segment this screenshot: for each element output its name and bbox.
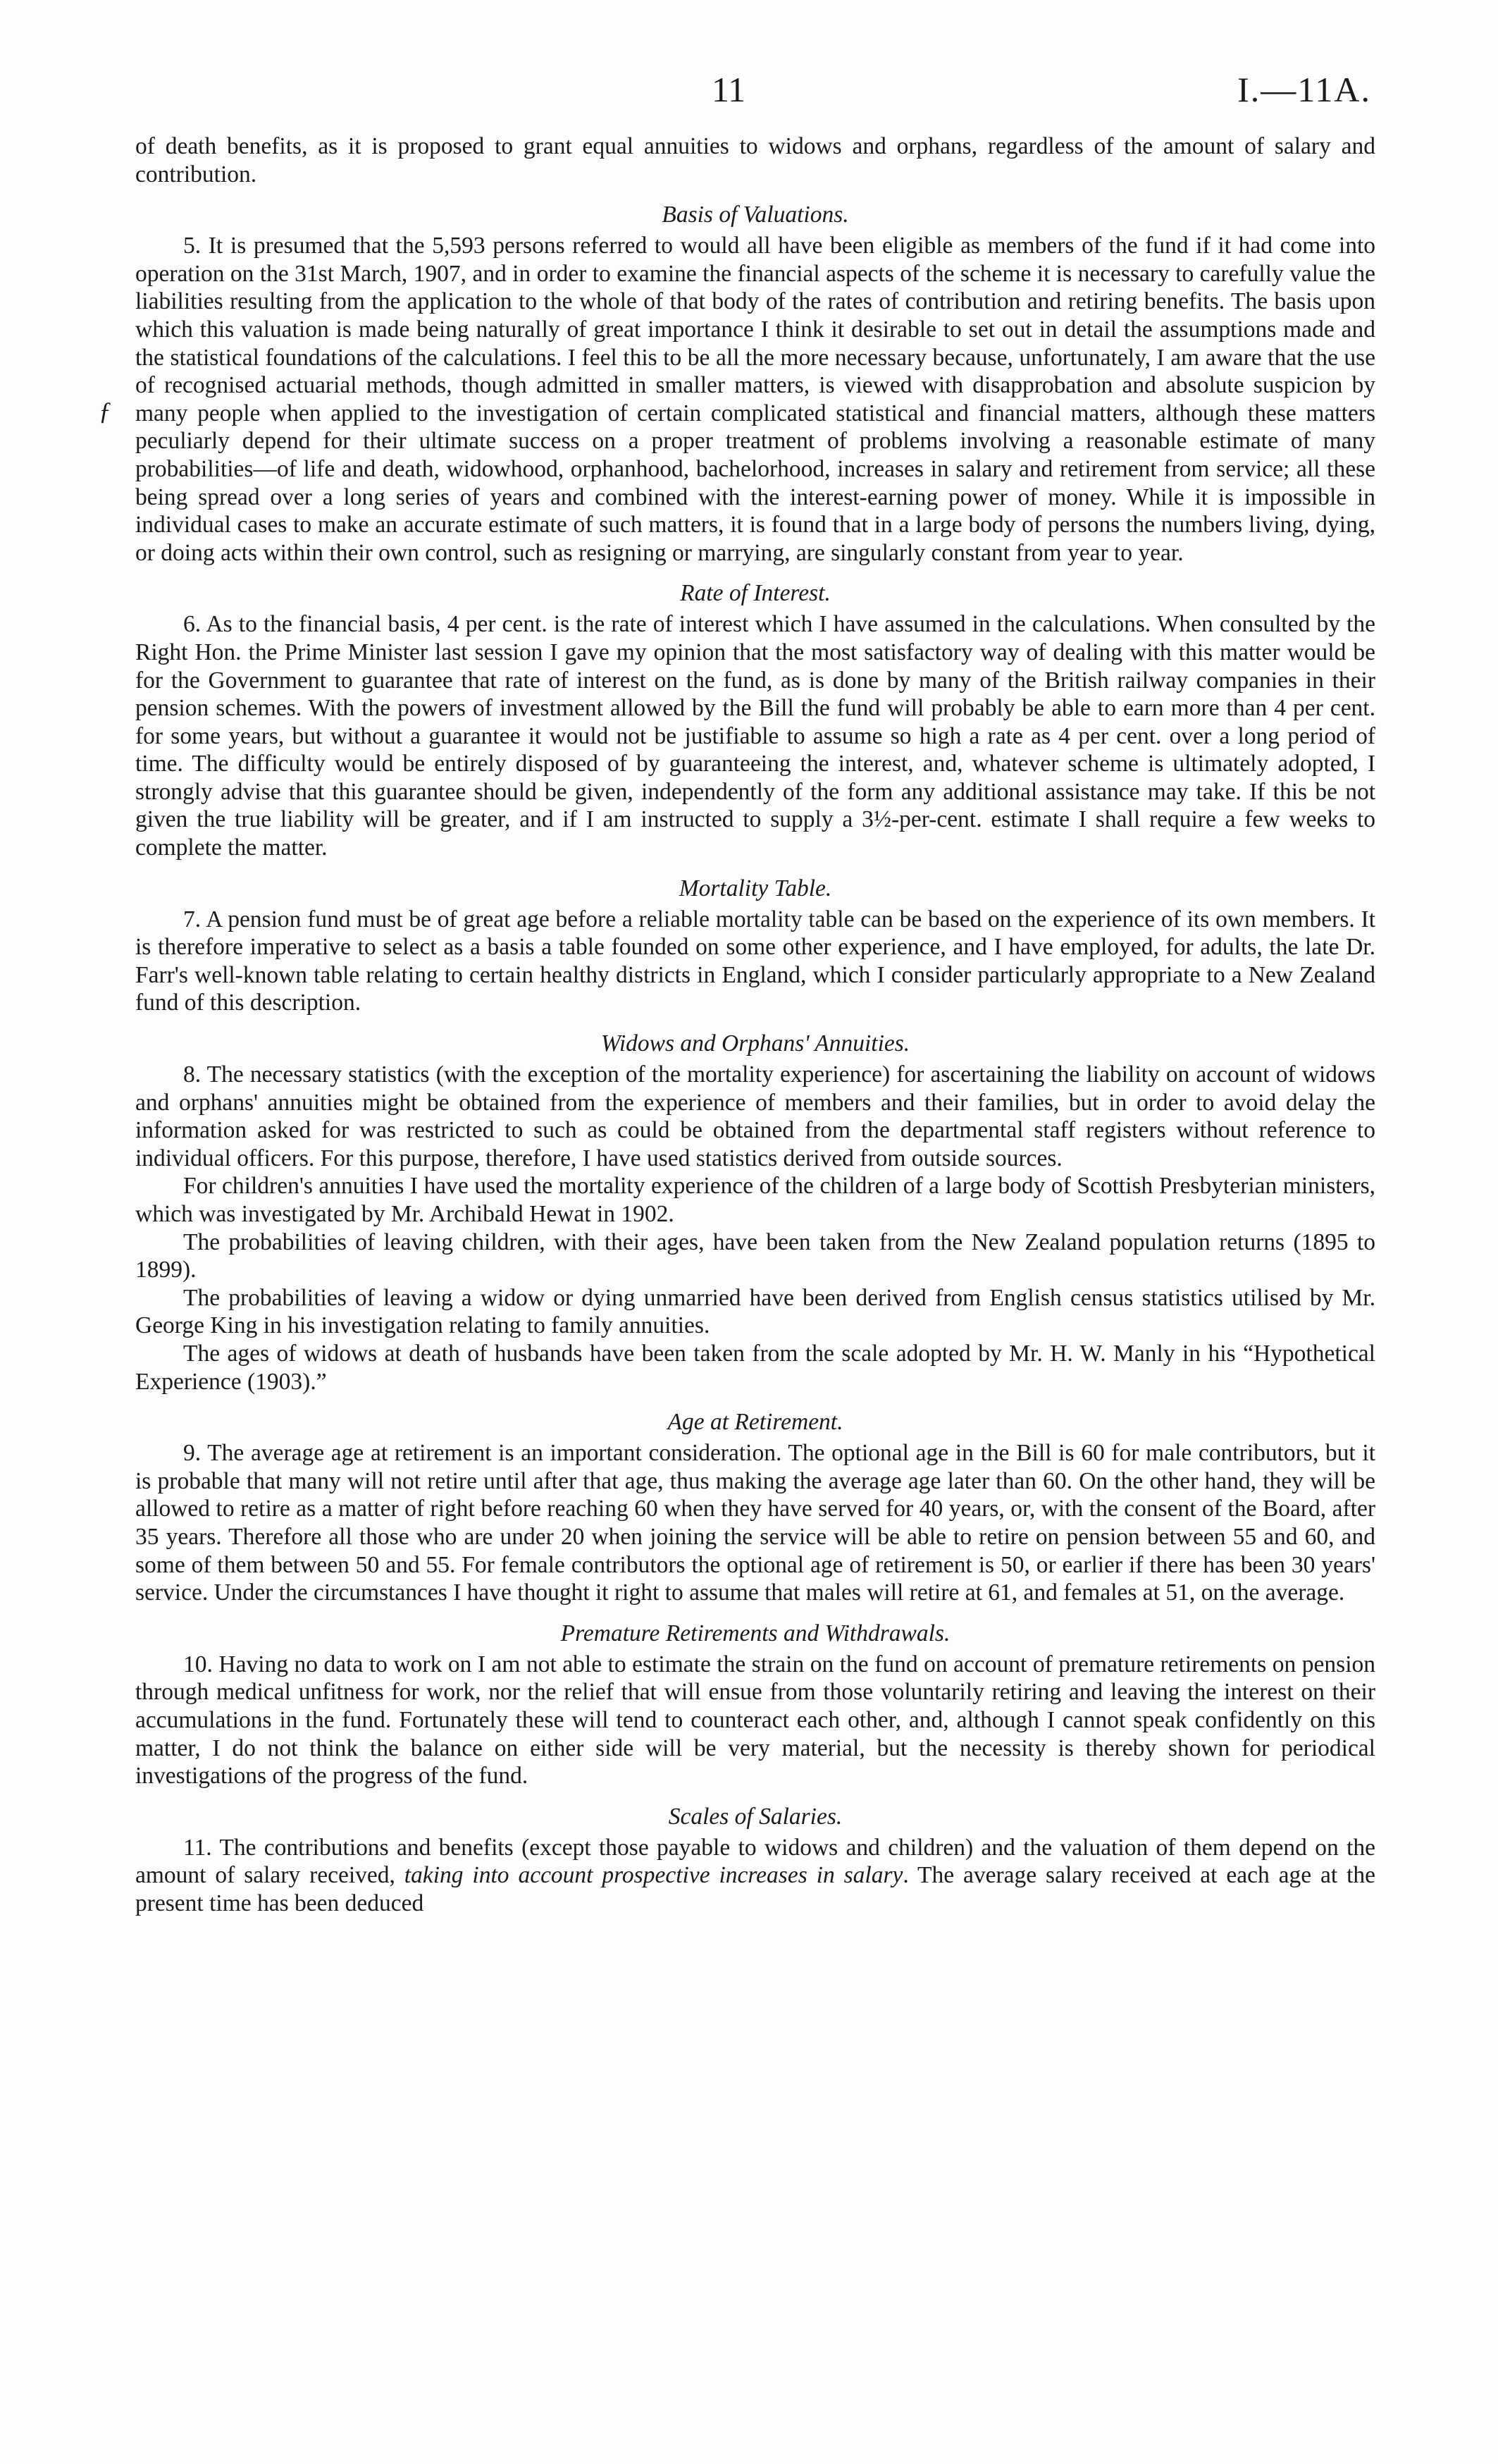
paragraph-6: 6. As to the financial basis, 4 per cent. is the rate of interest which I have assumed in the calculations. When consulted by the Right Hon. the Prime Minister last session I gave my opinion that the most satisfactory way of dealing with this matter would be for the Government to guarantee that rate of interest on the fund, as is done by many of the British railway companies in their pension schemes. With the powers of investment allowed by the Bill the fund will probably be able to earn more than 4 per cent. for some years, but without a guarantee it would not be justifiable to assume so high a rate as 4 per cent. over a long period of time. The difficulty would be entirely disposed of by guaranteeing the interest, and, whatever scheme is ultimately adopted, I strongly advise that this guarantee should be given, independently of the form any additional assistance may take. If this be not given the true liability will be greater, and if I am instructed to supply a 3½-per-cent. estimate I shall require a few weeks to complete the matter. xyxy=(135,611,1375,861)
page-number: 11 xyxy=(712,70,746,109)
section-heading-premature: Premature Retirements and Withdrawals. xyxy=(560,1620,951,1646)
section-heading-retirement: Age at Retirement. xyxy=(667,1409,843,1436)
paragraph-11-emphasis: taking into account prospective increases in salary xyxy=(404,1862,903,1889)
paragraph-9: 9. The average age at retirement is an important consideration. The optional age in the Bill is 60 for male contributors, but it is probable that many will not retire until after that age, thus making the average age later than 60. On the other hand, they will be allowed to retire as a matter of right before reaching 60 when they have served for 40 years, or, with the consent of the Board, after 35 years. Therefore all those who are under 20 when joining the service will be able to retire on pension between 55 and 60, and some of them between 50 and 55. For female contributors the optional age of retirement is 50, or earlier if there has been 30 years' service. Under the circumstances I have thought it right to assume that males will retire at 61, and females at 51, on the average. xyxy=(135,1440,1375,1606)
paragraph-8-probabilities-widow: The probabilities of leaving a widow or dying unmarried have been derived from English census statistics utilised by Mr. George King in his investigation relating to family annuities. xyxy=(135,1284,1375,1339)
margin-annotation: ƒ xyxy=(99,397,111,425)
paragraph-8-children: For children's annuities I have used the mortality experience of the children of a large body of Scottish Presbyterian ministers, which was investigated by Mr. Archibald Hewat in 1902. xyxy=(135,1173,1375,1227)
paragraph-10: 10. Having no data to work on I am not able to estimate the strain on the fund on account of premature retirements on pension through medical unfitness for work, nor the relief that will ensue from those voluntarily retiring and leaving the interest on their accumulations in the fund. Fortunately these will tend to counteract each other, and, although I cannot speak confidently on this matter, I do not think the balance on either side will be very material, but the necessity is thereby shown for periodical investigations of the progress of the fund. xyxy=(135,1651,1375,1790)
page-header xyxy=(0,69,1498,111)
section-heading-interest: Rate of Interest. xyxy=(680,580,831,607)
paragraph-8: 8. The necessary statistics (with the exception of the mortality experience) for ascertaining the liability on account of widows and orphans' annuities might be obtained from the experience of members and their families, but in order to avoid delay the information asked for was restricted to such as could be obtained from the departmental staff registers without reference to individual officers. For this purpose, therefore, I have used statistics derived from outside sources. xyxy=(135,1061,1375,1171)
paragraph-8-ages-widows: The ages of widows at death of husbands have been taken from the scale adopted by Mr. H. W. Manly in his “Hypothetical Experience (1903).” xyxy=(135,1340,1375,1395)
section-heading-mortality: Mortality Table. xyxy=(679,875,832,901)
paragraph-7: 7. A pension fund must be of great age before a reliable mortality table can be based on the experience of its own members. It is therefore imperative to select as a basis a table founded on some other experience, and I have employed, for adults, the late Dr. Farr's well-known table relating to certain healthy districts in England, which I consider particularly appropriate to a New Zealand fund of this description. xyxy=(135,906,1375,1016)
intro-paragraph: of death benefits, as it is proposed to grant equal annuities to widows and orphans, regardless of the amount of salary and contribution. xyxy=(135,133,1375,187)
paragraph-5: 5. It is presumed that the 5,593 persons referred to would all have been eligible as members of the fund if it had come into operation on the 31st March, 1907, and in order to examine the financial aspects of the scheme it is necessary to carefully value the liabilities resulting from the application to the whole of that body of the rates of contribution and retiring benefits. The basis upon which this valuation is made being naturally of great importance I think it desirable to set out in detail the assumptions made and the statistical foundations of the calculations. I feel this to be all the more necessary because, unfortunately, I am aware that the use of recognised actuarial methods, though admitted in smaller matters, is viewed with disapprobation and absolute suspicion by many people when applied to the investigation of certain complicated statistical and financial matters, although these matters peculiarly depend for their ultimate success on a proper treatment of problems involving a reasonable estimate of many probabilities—of life and death, widowhood, orphanhood, bachelorhood, increases in salary and retirement from service; all these being spread over a long series of years and combined with the interest-earning power of money. While it is impossible in individual cases to make an accurate estimate of such matters, it is found that in a large body of persons the numbers living, dying, or doing acts within their own control, such as resigning or marrying, are singularly constant from year to year. xyxy=(135,233,1375,566)
document-body xyxy=(135,133,1375,1917)
section-heading-widows: Widows and Orphans' Annuities. xyxy=(600,1030,910,1057)
paragraph-11-text-a: 11. The contributions and benefits (except those payable to widows and children) and the valuation of them depend on the amount of salary received, xyxy=(135,1834,1375,1889)
section-heading-basis: Basis of Valuations. xyxy=(662,202,849,228)
paragraph-11 xyxy=(135,1834,1375,1918)
paragraph-8-probabilities-children: The probabilities of leaving children, with their ages, have been taken from the New Zealand population returns (1895 to 1899). xyxy=(135,1228,1375,1283)
document-reference: I.—11A. xyxy=(1237,70,1371,109)
section-heading-salaries: Scales of Salaries. xyxy=(668,1803,843,1830)
paragraph-11-text-b: . The average salary received at each age at the present time has been deduced xyxy=(135,1862,1375,1916)
